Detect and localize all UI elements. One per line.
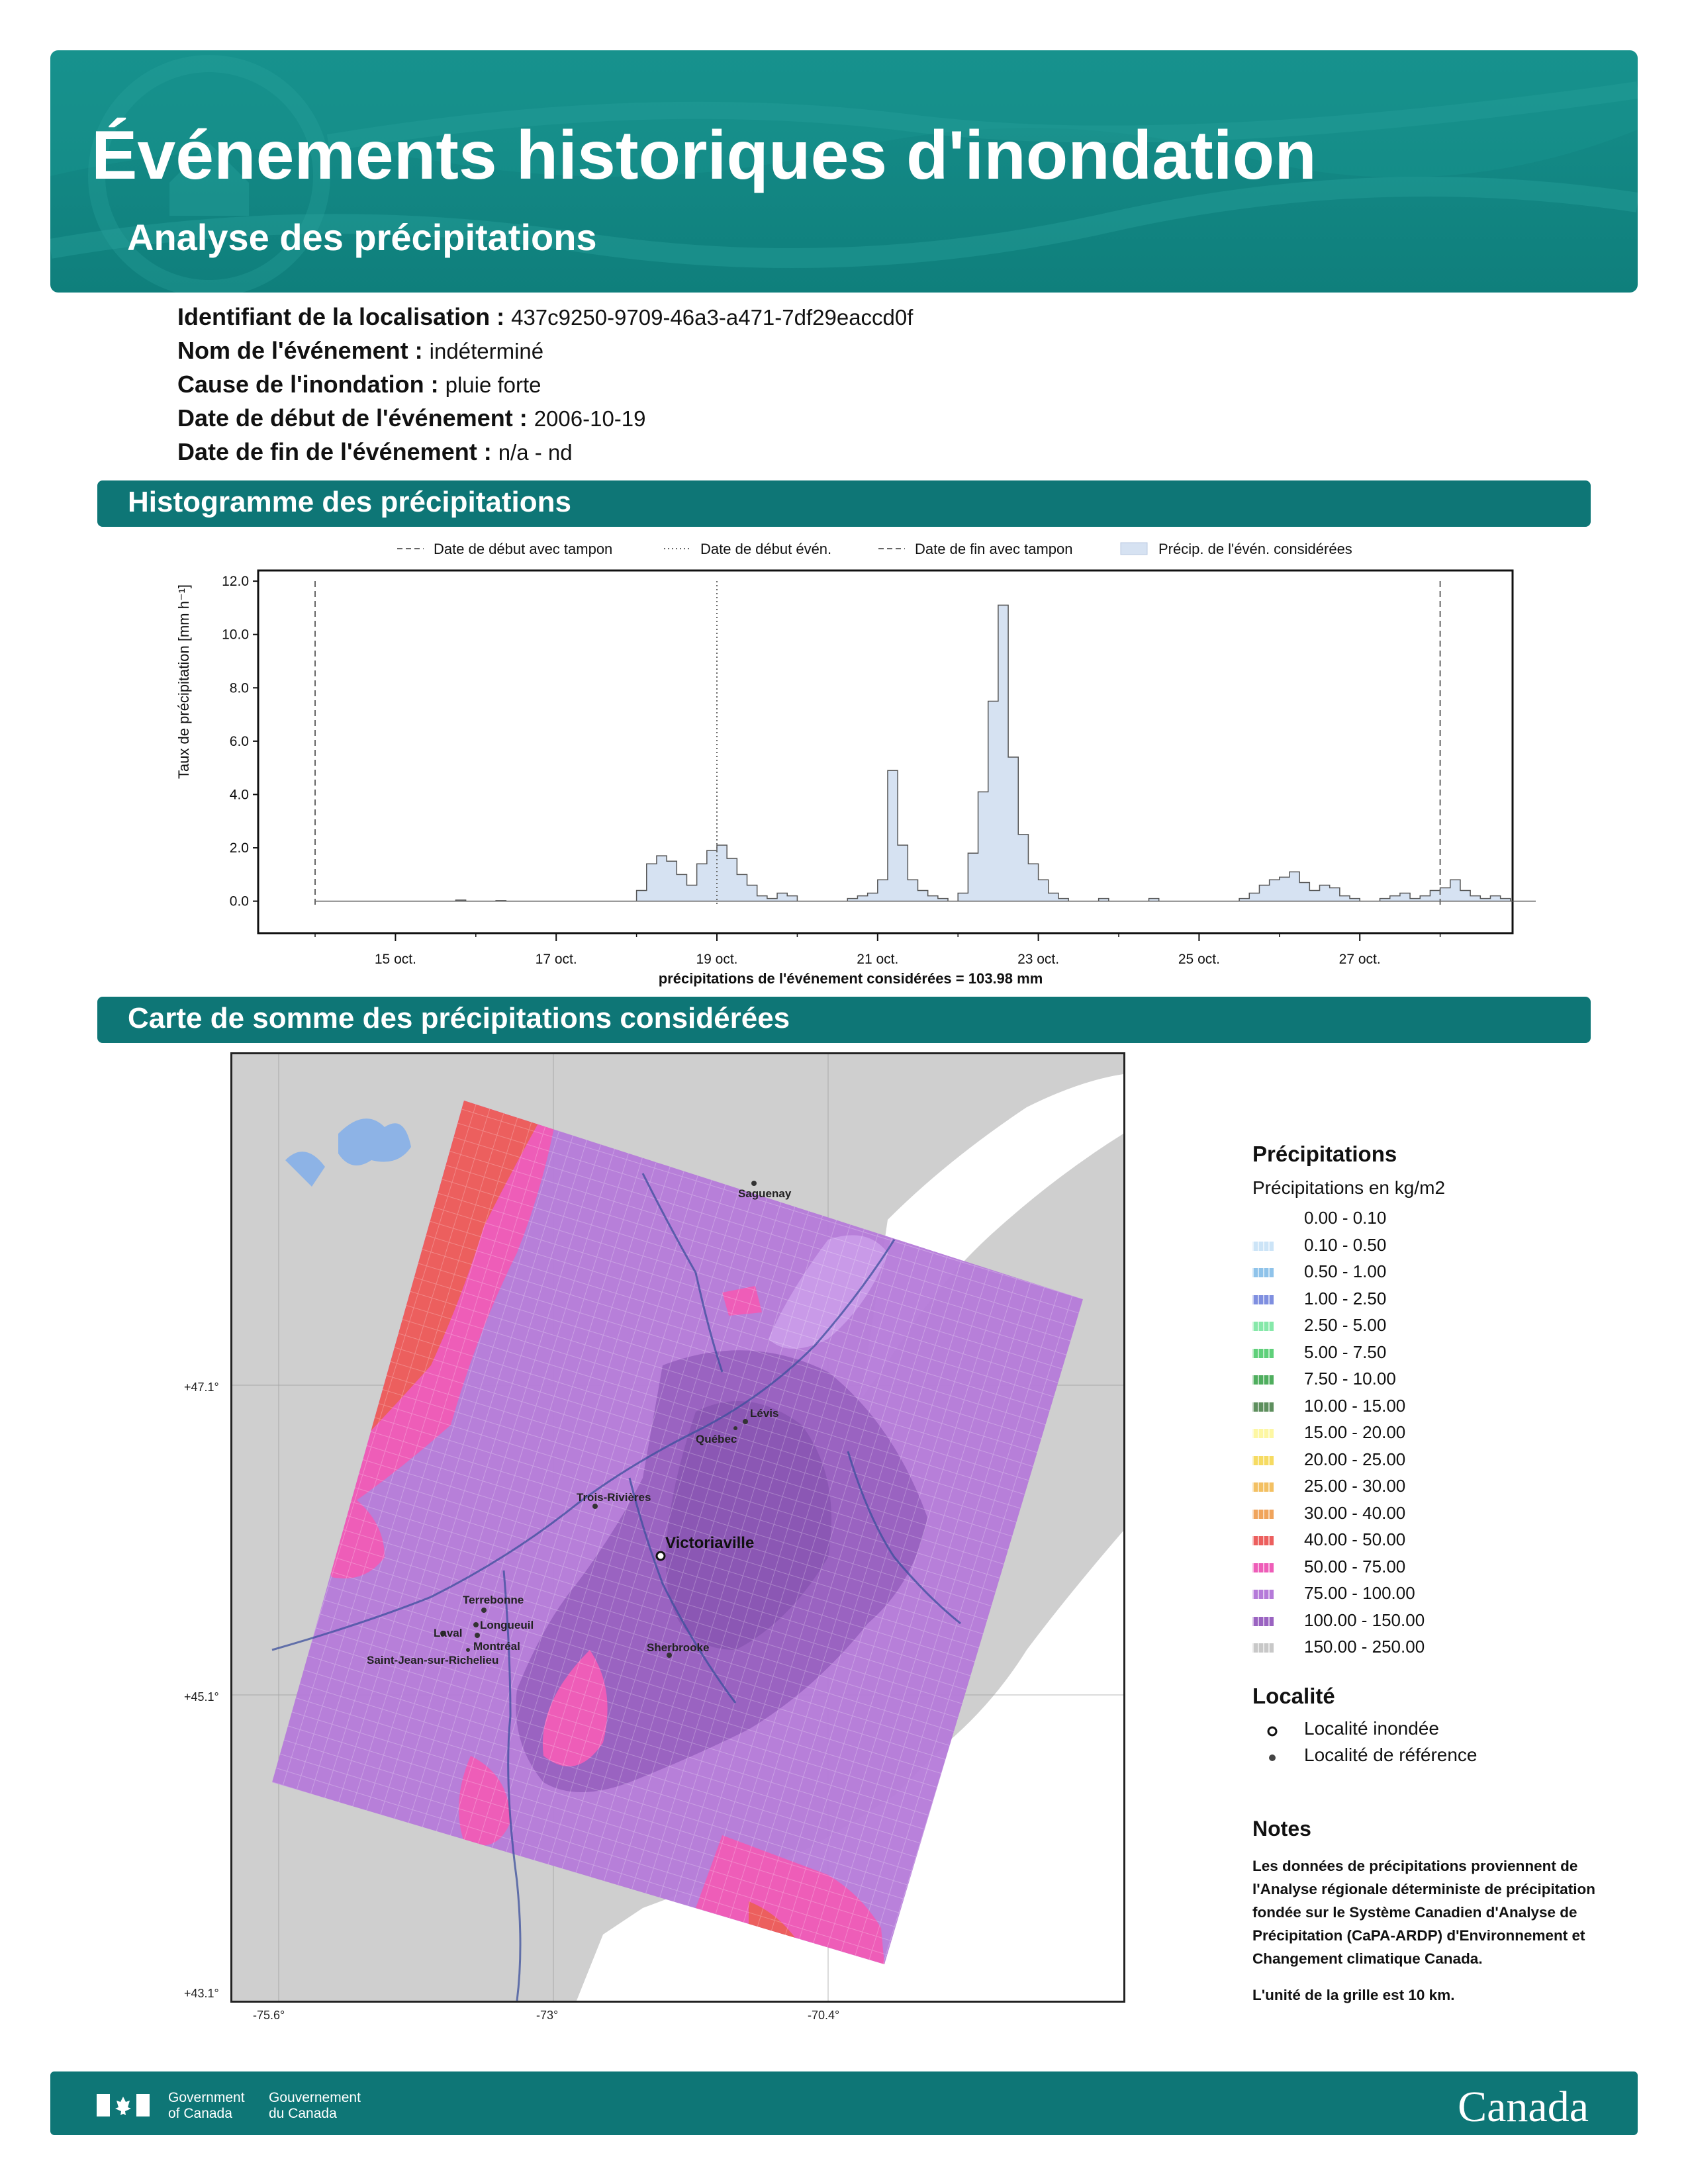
- city-label: Terrebonne: [463, 1594, 524, 1606]
- notes: [1252, 1817, 1610, 2007]
- legend-class-label: 2.50 - 5.00: [1304, 1315, 1387, 1335]
- info-value: 2006-10-19: [534, 406, 646, 431]
- y-tick-label: 8.0: [229, 680, 249, 696]
- legend-classes: [1252, 1208, 1623, 1664]
- x-axis: [315, 933, 1440, 967]
- legend-class-label: 50.00 - 75.00: [1304, 1556, 1406, 1576]
- legend-class-label: 0.50 - 1.00: [1304, 1261, 1387, 1281]
- legend-class-swatch: [1252, 1242, 1274, 1251]
- city-label: Sherbrooke: [647, 1641, 710, 1654]
- info-row-location-id: [177, 303, 913, 337]
- legend-class-item: [1252, 1476, 1623, 1503]
- lat-label: +43.1°: [184, 1987, 219, 2000]
- city-marker: [733, 1426, 737, 1430]
- y-axis: [222, 574, 258, 909]
- map-canvas: [232, 1054, 1123, 2001]
- info-label: Nom de l'événement :: [177, 337, 423, 364]
- lake: [338, 1118, 411, 1165]
- info-row-cause: [177, 371, 913, 404]
- legend-class-swatch: [1252, 1643, 1274, 1653]
- info-label: Date de début de l'événement :: [177, 404, 528, 432]
- lon-label: -75.6°: [253, 2009, 285, 2022]
- legend-class-label: 0.10 - 0.50: [1304, 1234, 1387, 1255]
- y-tick-label: 12.0: [222, 574, 249, 590]
- legend-class-swatch: [1252, 1375, 1274, 1385]
- legend-class-item: [1252, 1261, 1623, 1289]
- legend-class-swatch: [1252, 1429, 1274, 1438]
- legend-class-swatch: [1252, 1536, 1274, 1545]
- map-legend: [1252, 1142, 1623, 1771]
- x-tick-label: 27 oct.: [1338, 952, 1381, 967]
- info-label: Cause de l'inondation :: [177, 371, 439, 398]
- x-tick-label: 21 oct.: [857, 952, 899, 967]
- city-marker: [466, 1648, 470, 1652]
- flooded-marker-icon: [1266, 1725, 1279, 1738]
- header-banner: [50, 50, 1638, 293]
- footer: [50, 2071, 1638, 2135]
- precipitation-histogram: [165, 529, 1536, 993]
- legend-class-item: [1252, 1503, 1623, 1530]
- legend-class-label: 10.00 - 15.00: [1304, 1395, 1406, 1416]
- city-marker: [743, 1419, 748, 1424]
- legend-class-item: [1252, 1637, 1623, 1664]
- legend-class-swatch: [1252, 1268, 1274, 1277]
- legend-class-swatch: [1252, 1456, 1274, 1465]
- section-map-header: [97, 997, 1591, 1043]
- legend-class-swatch: [1252, 1563, 1274, 1572]
- legend-class-swatch: [1252, 1510, 1274, 1519]
- event-info: [177, 303, 913, 472]
- x-tick-label: 15 oct.: [374, 952, 416, 967]
- legend-class-swatch: [1252, 1482, 1274, 1492]
- legend-subtitle: Précipitations en kg/m2: [1252, 1177, 1446, 1198]
- legend-label: Date de fin avec tampon: [915, 541, 1073, 557]
- x-tick-label: 17 oct.: [535, 952, 577, 967]
- legend-reference-locality: [1252, 1745, 1623, 1771]
- legend-class-swatch: [1252, 1295, 1274, 1304]
- y-tick-label: 2.0: [229, 841, 249, 856]
- legend-class-item: [1252, 1235, 1623, 1262]
- map-frame: [230, 1052, 1125, 2003]
- legend-label: Date de début évén.: [700, 541, 832, 557]
- legend-class-item: [1252, 1342, 1623, 1369]
- city-marker: [473, 1622, 479, 1627]
- legend-class-item: [1252, 1610, 1623, 1637]
- flooded-city-label: Victoriaville: [665, 1534, 755, 1552]
- notes-paragraph-source: Les données de précipitations proviennent de l'Analyse régionale déterministe de précipitation fondée sur le Système Canadien d'Analyse de Précipitation (CaPA-ARDP) d'Environnement et Changement climatique Canada.: [1252, 1858, 1595, 1967]
- precip-series-area: [315, 605, 1536, 901]
- x-tick-label: 25 oct.: [1178, 952, 1220, 967]
- info-value: 437c9250-9709-46a3-a471-7df29eaccd0f: [511, 305, 914, 330]
- locality-label: Localité inondée: [1304, 1717, 1439, 1739]
- legend-class-swatch: [1252, 1617, 1274, 1626]
- chart-legend: [397, 541, 1352, 557]
- section-title: Histogramme des précipitations: [128, 486, 571, 518]
- legend-class-label: 40.00 - 50.00: [1304, 1529, 1406, 1549]
- y-tick-label: 4.0: [229, 787, 249, 803]
- city-label: Saint-Jean-sur-Richelieu: [367, 1654, 499, 1666]
- legend-class-item: [1252, 1315, 1623, 1342]
- legend-class-label: 15.00 - 20.00: [1304, 1422, 1406, 1442]
- legend-class-label: 5.00 - 7.50: [1304, 1342, 1387, 1362]
- canada-wordmark: Canada: [1458, 2083, 1589, 2131]
- city-marker: [592, 1504, 598, 1509]
- info-row-start-date: [177, 404, 913, 438]
- legend-class-label: 1.00 - 2.50: [1304, 1288, 1387, 1308]
- city-label: Saguenay: [738, 1187, 792, 1200]
- city-marker: [475, 1633, 480, 1638]
- info-value: pluie forte: [445, 373, 541, 397]
- reference-marker-icon: [1266, 1751, 1279, 1764]
- lat-label: +47.1°: [184, 1381, 219, 1394]
- legend-class-label: 75.00 - 100.00: [1304, 1583, 1415, 1603]
- legend-class-item: [1252, 1529, 1623, 1557]
- lat-label: +45.1°: [184, 1690, 219, 1704]
- legend-swatch-precip: [1121, 543, 1147, 555]
- legend-class-swatch: [1252, 1402, 1274, 1412]
- notes-paragraph-grid: L'unité de la grille est 10 km.: [1252, 1987, 1455, 2003]
- info-value: indéterminé: [429, 339, 544, 363]
- legend-class-swatch: [1252, 1590, 1274, 1599]
- y-tick-label: 10.0: [222, 627, 249, 643]
- x-axis-label: précipitations de l'événement considérées = 103.98 mm: [658, 970, 1043, 987]
- legend-flooded-locality: [1252, 1718, 1623, 1745]
- legend-class-item: [1252, 1557, 1623, 1584]
- y-tick-label: 6.0: [229, 733, 249, 749]
- info-value: n/a - nd: [498, 440, 573, 465]
- city-label: Laval: [434, 1627, 463, 1639]
- legend-class-item: [1252, 1449, 1623, 1477]
- legend-class-item: [1252, 1583, 1623, 1610]
- legend-class-label: 100.00 - 150.00: [1304, 1610, 1425, 1630]
- page-title: Événements historiques d'inondation: [91, 117, 1317, 194]
- city-label: Trois-Rivières: [577, 1491, 651, 1504]
- canada-flag-icon: [97, 2094, 150, 2116]
- lon-label: -73°: [536, 2009, 559, 2022]
- legend-class-swatch: [1252, 1349, 1274, 1358]
- section-title: Carte de somme des précipitations considérées: [128, 1002, 790, 1034]
- x-tick-label: 19 oct.: [696, 952, 738, 967]
- legend-class-label: 0.00 - 0.10: [1304, 1208, 1387, 1228]
- government-of-canada-fr: Gouvernement du Canada: [269, 2090, 361, 2121]
- legend-class-item: [1252, 1422, 1623, 1449]
- city-label: Longueuil: [480, 1619, 534, 1631]
- info-label: Date de fin de l'événement :: [177, 438, 492, 465]
- plot-area: [258, 570, 1536, 933]
- city-label: Lévis: [750, 1407, 779, 1420]
- legend-label: Précip. de l'évén. considérées: [1158, 541, 1352, 557]
- info-row-event-name: [177, 337, 913, 371]
- legend-class-swatch: [1252, 1322, 1274, 1331]
- city-marker: [751, 1181, 757, 1186]
- city-marker: [481, 1608, 487, 1613]
- city-label: Montréal: [473, 1640, 520, 1653]
- government-of-canada-en: Government of Canada: [168, 2090, 245, 2121]
- info-label: Identifiant de la localisation :: [177, 303, 505, 330]
- info-row-end-date: [177, 438, 913, 472]
- lake: [285, 1152, 325, 1187]
- city-label: Québec: [696, 1433, 737, 1445]
- legend-class-label: 150.00 - 250.00: [1304, 1637, 1425, 1657]
- legend-class-label: 25.00 - 30.00: [1304, 1476, 1406, 1496]
- lon-label: -70.4°: [808, 2009, 840, 2022]
- legend-title: Précipitations: [1252, 1142, 1397, 1166]
- locality-label: Localité de référence: [1304, 1744, 1477, 1765]
- locality-title: Localité: [1252, 1683, 1335, 1708]
- page-subtitle: Analyse des précipitations: [127, 216, 597, 258]
- section-histogram-header: [97, 480, 1591, 527]
- legend-class-label: 7.50 - 10.00: [1304, 1369, 1396, 1388]
- flooded-city-marker: [657, 1552, 665, 1560]
- legend-class-item: [1252, 1369, 1623, 1396]
- legend-class-label: 30.00 - 40.00: [1304, 1502, 1406, 1523]
- legend-class-label: 20.00 - 25.00: [1304, 1449, 1406, 1469]
- y-axis-label: Taux de précipitation [mm h⁻¹]: [175, 584, 192, 780]
- legend-class-item: [1252, 1208, 1623, 1235]
- legend-class-item: [1252, 1396, 1623, 1423]
- notes-title: Notes: [1252, 1817, 1311, 1841]
- plot-frame: [258, 570, 1513, 933]
- y-tick-label: 0.0: [229, 893, 249, 909]
- x-tick-label: 23 oct.: [1017, 952, 1060, 967]
- legend-label: Date de début avec tampon: [434, 541, 613, 557]
- legend-class-item: [1252, 1289, 1623, 1316]
- legend-class-swatch: [1252, 1214, 1274, 1224]
